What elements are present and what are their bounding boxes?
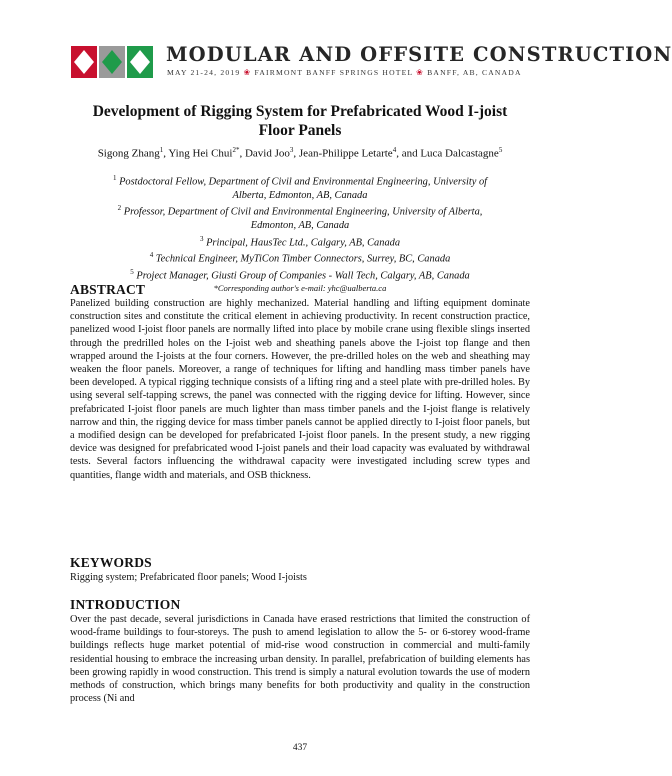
keywords-heading: KEYWORDS xyxy=(70,555,152,570)
abstract-text: Panelized building construction are highly mechanized. Material handling and lifting equipment dominate construction sites and constitute the critical element in achieving productivity. In recent construction practice, panelized wood I-joist floor panels are normally lifted into place by mobile crane using flexible slings inserted through the predrilled holes on the I-joist web and sheathing panels above the I-joist top flange and then wrapped around the I-joists at the four corners. However, the pre-drilled holes on the web and sheathing may weaken the floor panels. Moreover, a range of techniques for lifting and handling mass timber panels have been developed. A typical rigging technique consists of a lifting ring and a steel plate with pre-drilled holes. By using several self-tapping screws, the panel was connected with the rigging device for lifting. However, since prefabricated I-joist floor panels are much lighter than mass timber panels and the I-joist flange is relatively narrow and thin, the rigging device for mass timber panels cannot be applied directly to I-joist floor panels, but a modified design can be developed for prefabricated I-joist floor panels. In the present study, a new rigging device was designed for prefabricated wood I-joist panels and their load capacity was evaluated by withdrawal tests. Several factors influencing the withdrawal capacity were investigated including screw types and quantities, flange width and materials, and OSB thickness. xyxy=(70,298,530,481)
affiliation-mark: 4 xyxy=(149,251,154,260)
author-separator: , xyxy=(163,147,169,160)
affiliation-continued: Edmonton, AB, Canada xyxy=(250,220,350,232)
affiliation xyxy=(70,266,530,283)
affiliation-text: Postdoctoral Fellow, Department of Civil and Environmental Engineering, University of xyxy=(119,176,488,188)
author-separator: , xyxy=(293,147,299,160)
affiliation-mark: 3 xyxy=(199,234,204,243)
author-separator: , xyxy=(239,147,245,160)
paper-title-line: Floor Panels xyxy=(258,122,342,139)
affiliation-text: Professor, Department of Civil and Environmental Engineering, University of Alberta, xyxy=(123,206,483,218)
maple-leaf-icon: ❀ xyxy=(243,68,252,77)
affiliation xyxy=(70,202,530,219)
affiliation-continued: Alberta, Edmonton, AB, Canada xyxy=(232,189,368,201)
paper-title xyxy=(60,102,540,140)
affiliation xyxy=(70,172,530,189)
abstract-heading: ABSTRACT xyxy=(70,282,146,297)
paper-title-line: Development of Rigging System for Prefabricated Wood I-joist xyxy=(92,103,508,120)
conference-subtitle xyxy=(167,68,567,77)
corresponding-email: *Corresponding author's e-mail: yhc@ualberta.ca xyxy=(213,283,387,294)
author-mark: 1 xyxy=(159,146,164,154)
affiliation-text: Project Manager, Giusti Group of Companies - Wall Tech, Calgary, AB, Canada xyxy=(136,270,470,282)
introduction-heading: INTRODUCTION xyxy=(70,597,181,612)
affiliation xyxy=(70,233,530,250)
affiliation-text: Principal, HausTec Ltd., Calgary, AB, Canada xyxy=(206,237,401,249)
affiliation-text: Technical Engineer, MyTiCon Timber Connectors, Surrey, BC, Canada xyxy=(155,253,451,265)
conference-title: MODULAR AND OFFSITE CONSTRUCTION xyxy=(166,43,672,66)
author-name: Sigong Zhang xyxy=(97,147,160,160)
keywords-text: Rigging system; Prefabricated floor panels; Wood I-joists xyxy=(70,572,307,583)
author-mark: 5 xyxy=(498,146,503,154)
conference-venue: FAIRMONT BANFF SPRINGS HOTEL xyxy=(254,68,414,77)
author-name: Jean-Philippe Letarte xyxy=(298,147,393,160)
author-separator: , and xyxy=(396,147,421,160)
author-mark: 4 xyxy=(392,146,397,154)
author-name: Luca Dalcastagne xyxy=(420,147,499,160)
conference-date: MAY 21-24, 2019 xyxy=(167,68,241,77)
conference-place: BANFF, AB, CANADA xyxy=(427,68,522,77)
affiliation-mark: 5 xyxy=(130,268,134,277)
affiliation-mark: 1 xyxy=(112,174,117,182)
introduction-text: Over the past decade, several jurisdictions in Canada have erased restrictions that limited the construction of wood-frame buildings to four-storeys. The push to amend legislation to allow the 5- or 6-storey wood-frame buildings reflects huge market potential of mid-rise wood construction in commercial and multi-family residential housing to embrace the increasing urban density. In parallel, prefabrication of building elements has been growing rapidly in wood construction. This trend is simply a natural evolution towards the use of modern methods of construction, which brings many benefits for both productivity and quality in the construction process (Ni and xyxy=(70,614,530,705)
affiliation-mark: 2 xyxy=(117,204,122,213)
conference-logo xyxy=(71,44,155,80)
page-number: 437 xyxy=(292,743,308,753)
author-name: David Joo xyxy=(244,147,290,160)
author-mark: 3 xyxy=(289,146,294,154)
maple-leaf-icon: ❀ xyxy=(416,68,425,77)
author-name: Ying Hei Chui xyxy=(168,147,233,160)
author-mark: 2* xyxy=(232,146,240,154)
affiliation-list xyxy=(70,172,530,294)
affiliation xyxy=(70,249,530,266)
author-list xyxy=(40,146,560,160)
